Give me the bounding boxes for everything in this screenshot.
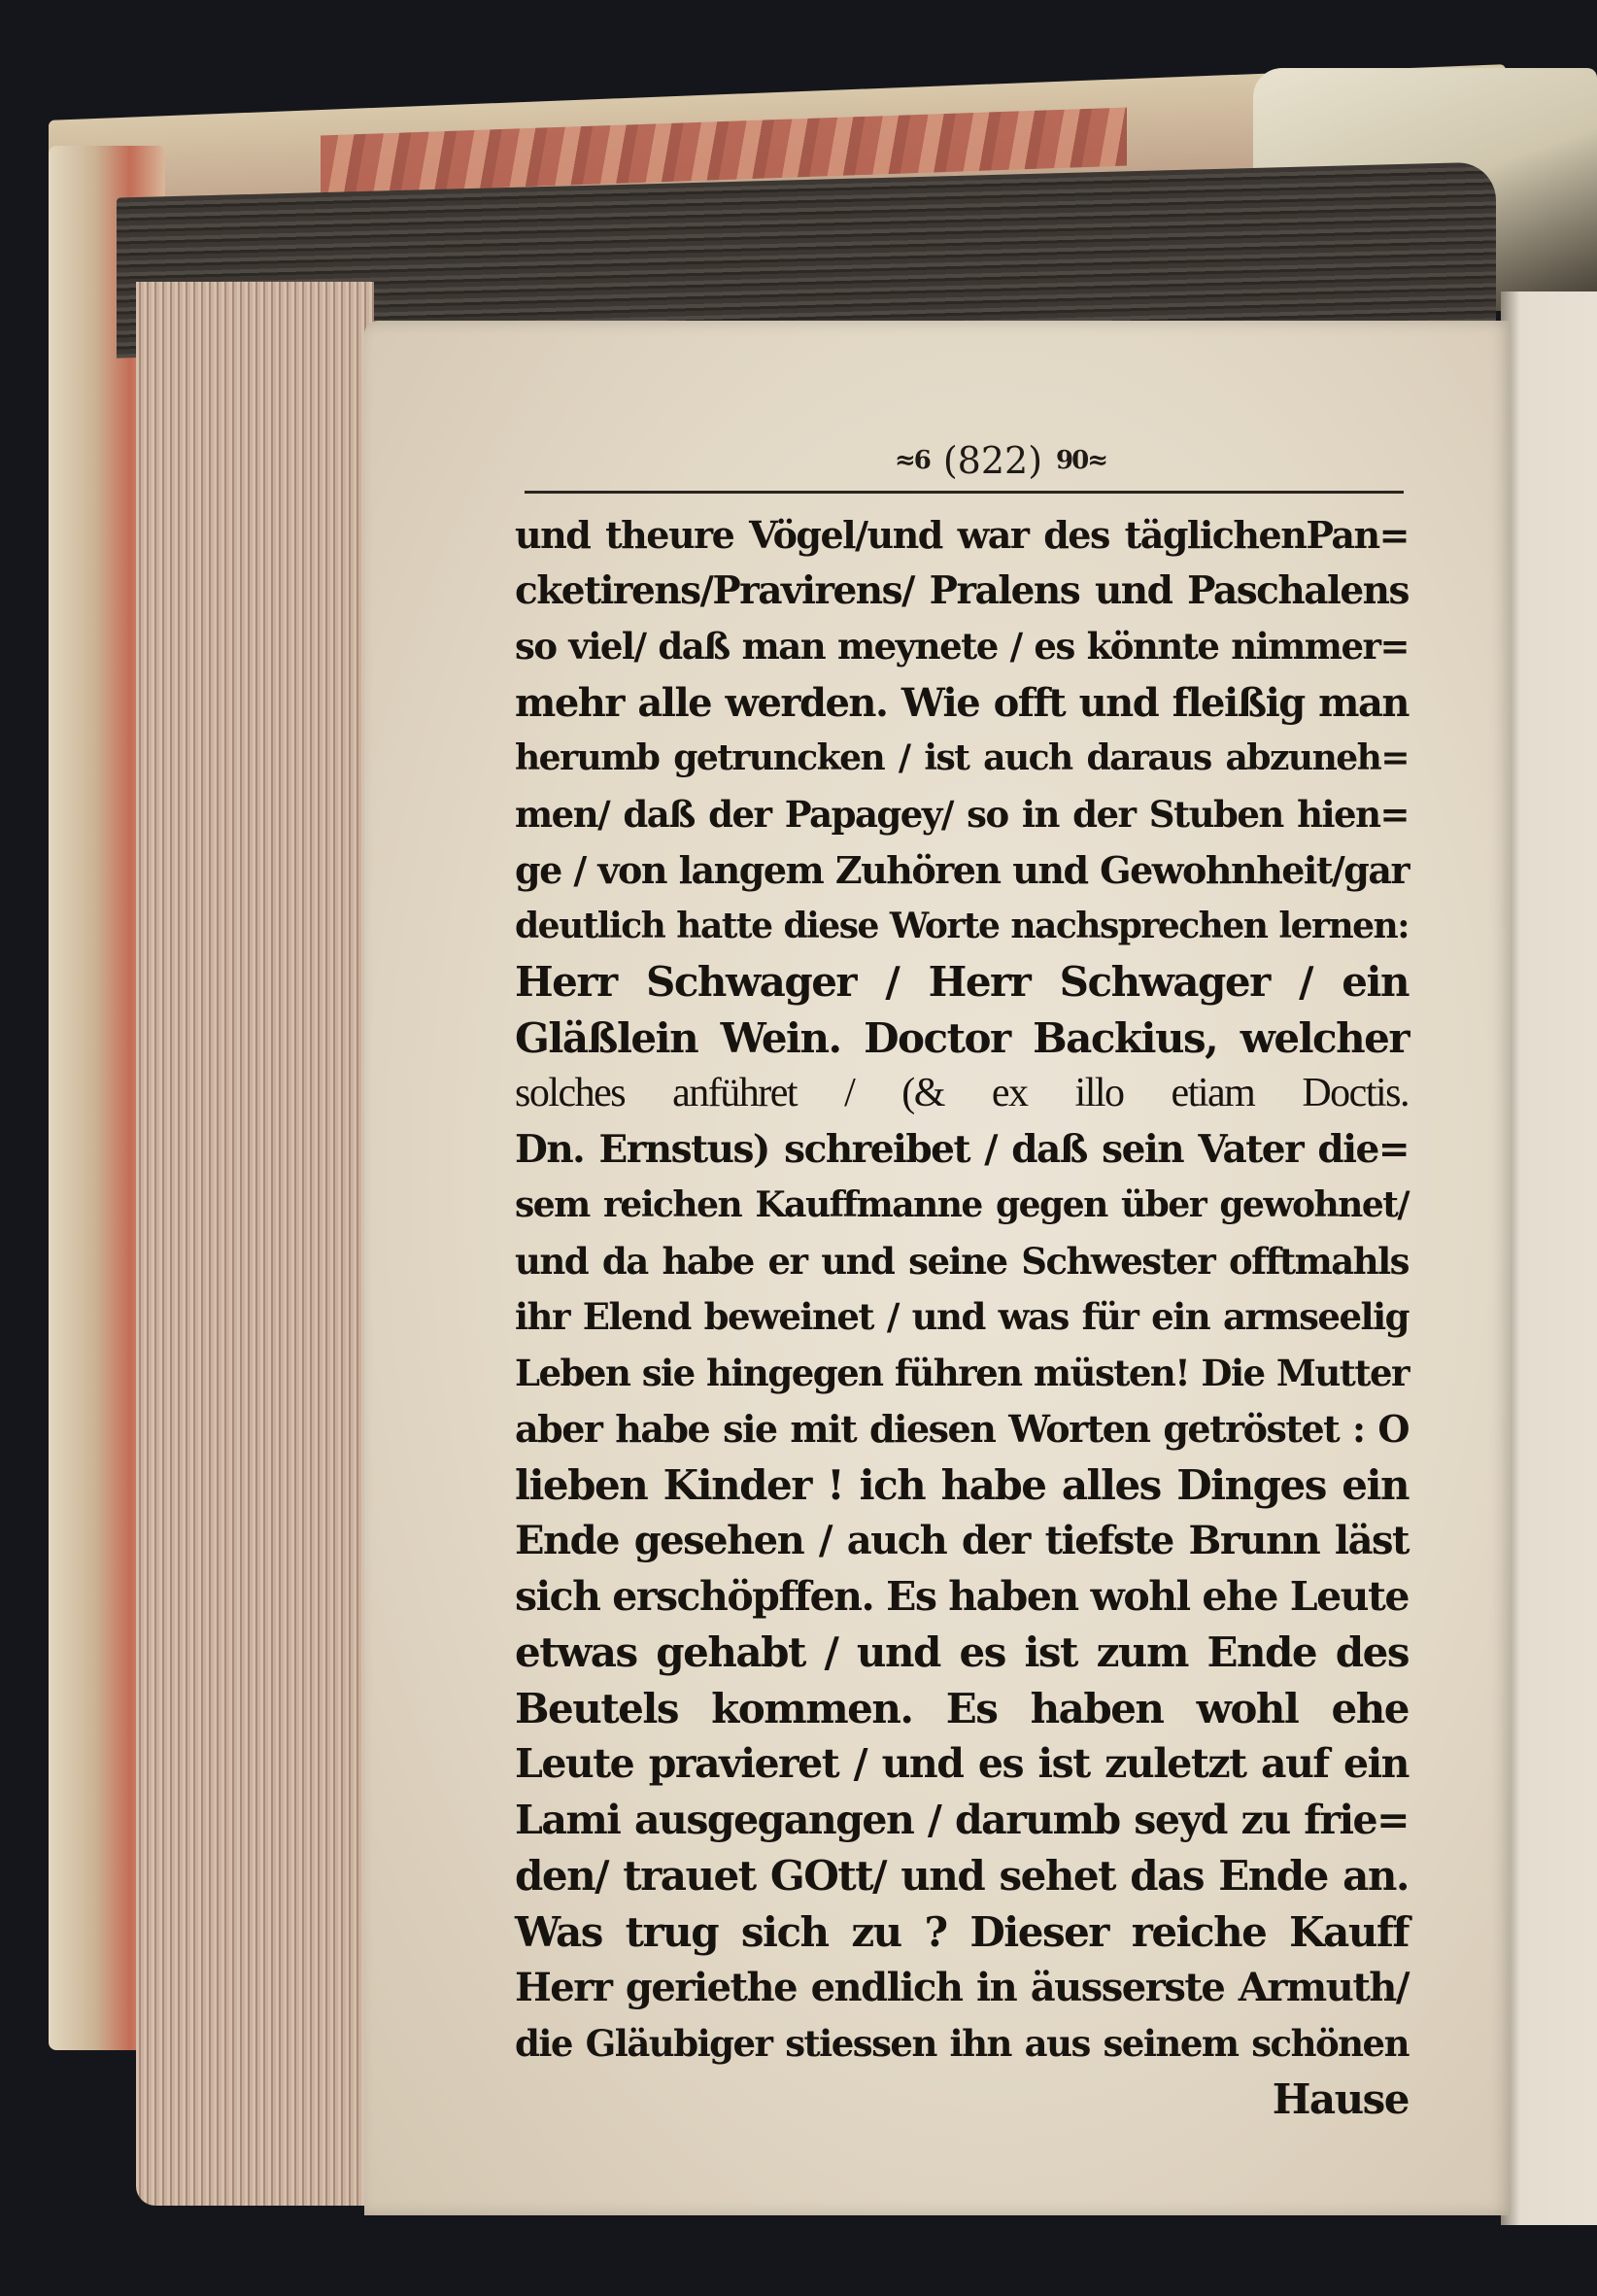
catchword: Hause	[1272, 2075, 1409, 2123]
text-line: Herr geriethe endlich in äusserste Armuth/	[515, 1965, 1409, 2010]
text-line: herumb getruncken / ist auch daraus abzuneh=	[515, 737, 1409, 778]
text-line: Beutels kommen. Es haben wohl ehe	[515, 1684, 1409, 1732]
text-line: Leute pravieret / und es ist zuletzt auf ein	[515, 1740, 1409, 1787]
text-line: den/ trauet GOtt/ und sehet das Ende an.	[515, 1852, 1409, 1900]
text-line: deutlich hatte diese Worte nachsprechen lernen:	[515, 905, 1409, 946]
text-line: Was trug sich zu ? Dieser reiche Kauff	[515, 1907, 1409, 1956]
text-line: und theure Vögel/und war des täglichenPan=	[515, 513, 1409, 557]
text-line: men/ daß der Papagey/ so in der Stuben hien=	[515, 792, 1409, 836]
text-line: aber habe sie mit diesen Worten getröstet : O	[515, 1407, 1409, 1451]
ornament-left-icon: ≈6	[894, 446, 930, 475]
text-line: lieben Kinder ! ich habe alles Dinges ein	[515, 1460, 1409, 1509]
text-line: so viel/ daß man meynete / es könnte nimmer=	[515, 625, 1409, 668]
text-line: Lami ausgegangen / darumb seyd zu frie=	[515, 1796, 1409, 1843]
text-line: Leben sie hingegen führen müsten! Die Mutter	[515, 1351, 1409, 1394]
text-line: und da habe er und seine Schwester offtmahls	[515, 1239, 1409, 1283]
text-line: etwas gehabt / und es ist zum Ende des	[515, 1628, 1409, 1676]
text-line: Herr Schwager / Herr Schwager / ein	[515, 958, 1409, 1006]
text-line: Dn. Ernstus) schreibet / daß sein Vater die=	[515, 1126, 1409, 1172]
header-rule	[525, 491, 1404, 494]
page-header	[855, 431, 1146, 490]
page-stack-left	[136, 282, 374, 2206]
body-text	[515, 507, 1409, 2128]
ornament-right-icon: 90≈	[1056, 446, 1107, 475]
text-line: ihr Elend beweinet / und was für ein armseelig	[515, 1295, 1409, 1338]
text-line: Gläßlein Wein. Doctor Backius, welcher	[515, 1013, 1409, 1062]
text-line: sich erschöpffen. Es haben wohl ehe Leute	[515, 1572, 1409, 1620]
text-line: die Gläubiger stiessen ihn aus seinem schönen	[515, 2021, 1409, 2065]
facing-page-edge	[1501, 291, 1597, 2225]
text-line: cketirens/Pravirens/ Pralens und Paschalens	[515, 567, 1409, 613]
page-number: (822)	[942, 439, 1043, 482]
text-line: sem reichen Kauffmanne gegen über gewohnet/	[515, 1184, 1409, 1225]
text-line: solches anführet / (& ex illo etiam Doctis.	[515, 1071, 1409, 1115]
text-line: Ende gesehen / auch der tiefste Brunn läst	[515, 1518, 1409, 1563]
text-line: ge / von langem Zuhören und Gewohnheit/gar	[515, 848, 1409, 892]
text-line: mehr alle werden. Wie offt und fleißig man	[515, 679, 1409, 726]
